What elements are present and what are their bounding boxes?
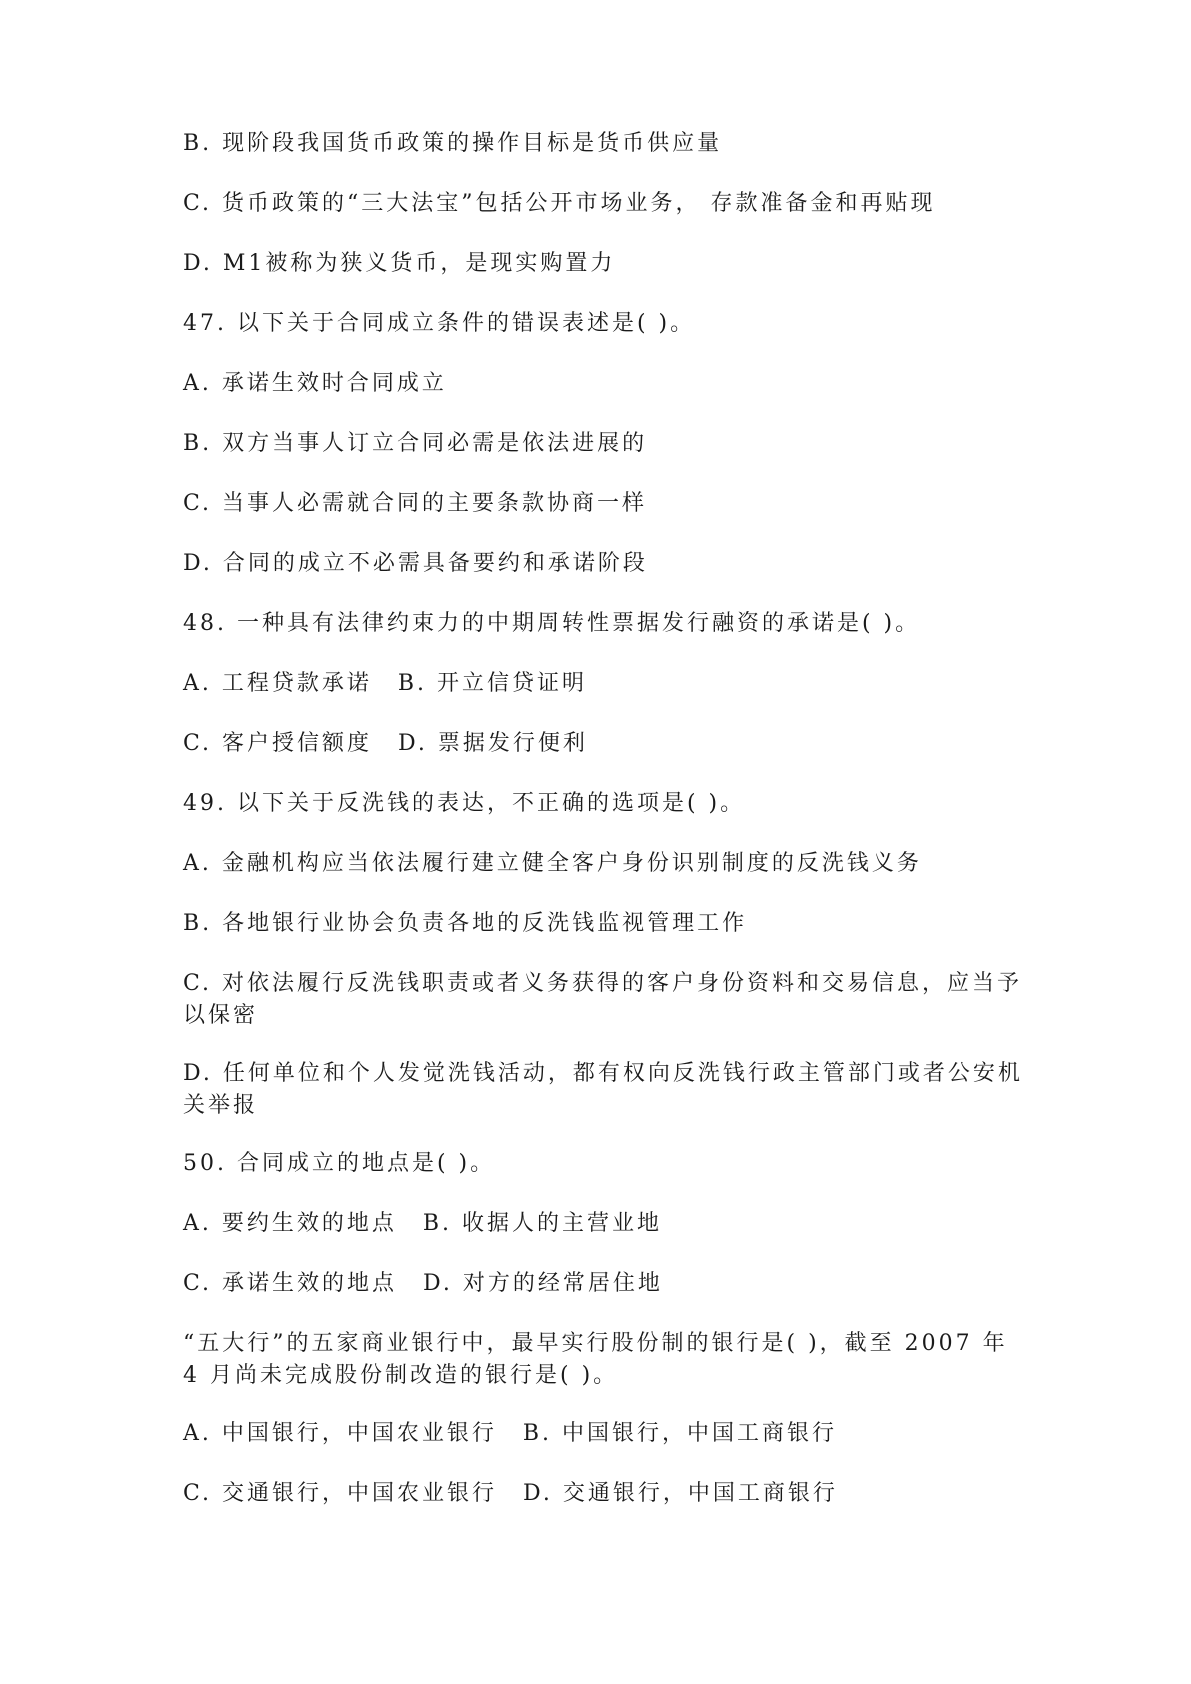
question-text: 48. 一种具有法律约束力的中期周转性票据发行融资的承诺是( )。 [183, 611, 921, 636]
question-text: “五大行”的五家商业银行中，最早实行股份制的银行是( )，截至 2007 年 4 月尚未完成股份制改造的银行是( )。 [183, 1331, 1008, 1388]
option-text: A. 要约生效的地点 [183, 1211, 397, 1236]
option-text: D. M1被称为狭义货币，是现实购置力 [183, 251, 616, 276]
option-text: B. 各地银行业协会负责各地的反洗钱监视管理工作 [183, 911, 748, 936]
option-text: A. 金融机构应当依法履行建立健全客户身份识别制度的反洗钱义务 [183, 851, 922, 876]
option-row [183, 1418, 1023, 1450]
option-text: D. 对方的经常居住地 [423, 1271, 663, 1296]
option-text: A. 承诺生效时合同成立 [183, 371, 447, 396]
option-text: C. 交通银行，中国农业银行 [183, 1481, 498, 1506]
option-text: D. 票据发行便利 [398, 731, 588, 756]
option-text: C. 当事人必需就合同的主要条款协商一样 [183, 491, 648, 516]
option-text: C. 客户授信额度 [183, 731, 373, 756]
option-text: D. 交通银行，中国工商银行 [523, 1481, 838, 1506]
option-row [183, 1268, 1023, 1300]
option-text: B. 开立信贷证明 [397, 671, 588, 696]
option-row [183, 668, 1023, 700]
option-text: D. 任何单位和个人发觉洗钱活动，都有权向反洗钱行政主管部门或者公安机关举报 [183, 1061, 1023, 1118]
option-text: B. 现阶段我国货币政策的操作目标是货币供应量 [183, 131, 723, 156]
option-row [183, 1208, 1023, 1240]
option-text: D. 合同的成立不必需具备要约和承诺阶段 [183, 551, 648, 576]
question-text: 49. 以下关于反洗钱的表达，不正确的选项是( )。 [183, 791, 746, 816]
option-text: C. 对依法履行反洗钱职责或者义务获得的客户身份资料和交易信息，应当予以保密 [183, 971, 1023, 1028]
option-row [183, 1478, 1023, 1510]
option-text: A. 工程贷款承诺 [183, 671, 372, 696]
option-row [183, 728, 1023, 760]
option-text: B. 中国银行，中国工商银行 [522, 1421, 838, 1446]
option-text: A. 中国银行，中国农业银行 [183, 1421, 497, 1446]
option-text: C. 承诺生效的地点 [183, 1271, 398, 1296]
option-text: B. 收据人的主营业地 [422, 1211, 663, 1236]
option-text: C. 货币政策的“三大法宝”包括公开市场业务， 存款准备金和再贴现 [183, 191, 936, 216]
option-text: B. 双方当事人订立合同必需是依法进展的 [183, 431, 648, 456]
question-text: 47. 以下关于合同成立条件的错误表述是( )。 [183, 311, 696, 336]
question-text: 50. 合同成立的地点是( )。 [183, 1151, 496, 1176]
